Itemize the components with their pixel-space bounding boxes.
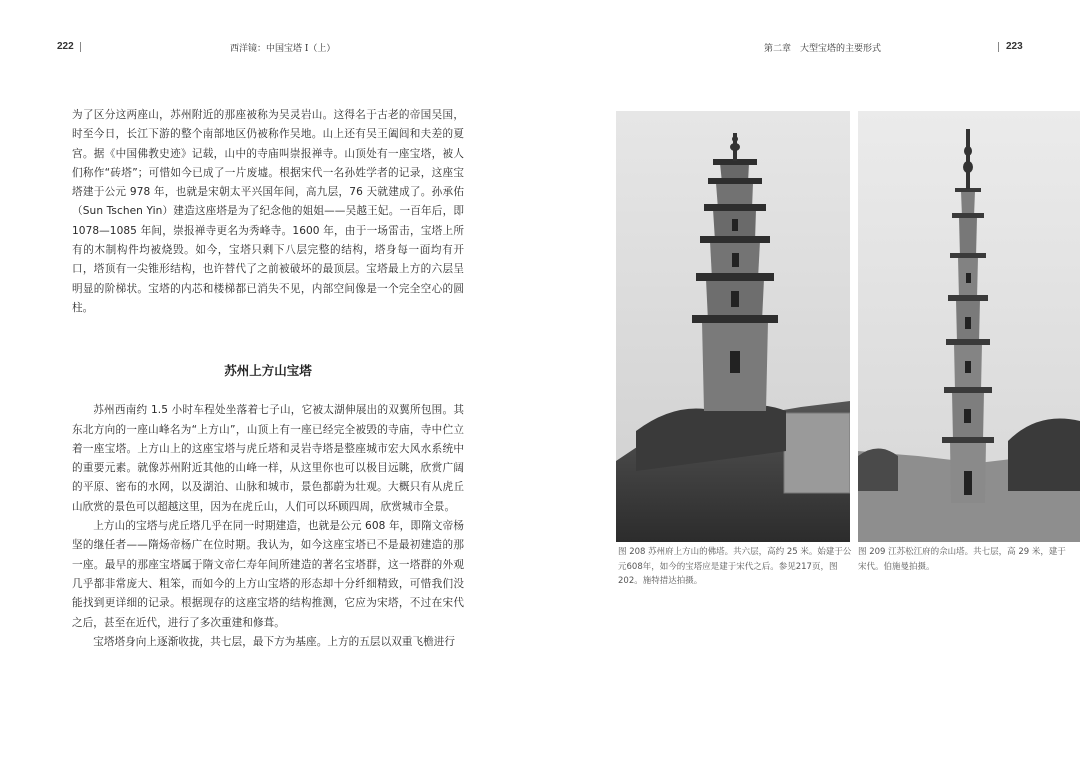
paragraph-2: 苏州西南约 1.5 小时车程处坐落着七子山，它被太湖伸展出的双翼所包围。其东北方向的一座山峰名为“上方山”，山顶上有一座已经完全被毁的寺庙，寺中伫立着一座宝塔。上方山上的这座宝塔与虎丘塔和灵岩寺塔是整座城市宏大风水系统中的重要元素。就像苏州附近其他的山峰一样，从这里你也可以极目远眺，欣赏广阔的平原、密布的水网，以及湖泊、山脉和城市，景色都蔚为壮观。大概只有从虎丘山欣赏的景色可以超越这里，因为在虎丘山，人们可以环顾四周，欣赏城市全景。	[72, 404, 464, 513]
pagoda-photo-2-illustration	[858, 111, 1080, 542]
paragraph-1: 为了区分这两座山，苏州附近的那座被称为吴灵岩山。这得名于古老的帝国吴国，时至今日，长江下游的整个南部地区仍被称作吴地。山上还有吴王阖闾和夫差的夏宫。据《中国佛教史迹》记载，山中的寺庙叫崇报禅寺。山顶处有一座宝塔，被人们称作“砖塔”；可惜如今已成了一片废墟。根据宋代一名孙姓学者的记录，这座宝塔建于公元 978 年，也就是宋朝太平兴国年间，高九层，76 天就建成了。孙承佑（Sun Tschen Yin）建造这座塔是为了纪念他的姐姐——吴越王妃。一百年后，即 1078—1085 年间，崇报禅寺更名为秀峰寺。1600 年，由于一场雷击，宝塔上所有的木制构件均被烧毁。如今，宝塔只剩下八层完整的结构，塔身每一面均有开口，塔顶有一尖锥形结构，也许替代了之前被破坏的最顶层。宝塔最上方的六层呈明显的阶梯状。宝塔的内芯和楼梯都已消失不见，内部空间像是一个完全空心的圆柱。	[72, 109, 464, 314]
header-divider-right	[998, 42, 999, 52]
right-running-title: 第二章 大型宝塔的主要形式	[764, 44, 882, 54]
figure-208-caption: 图 208 苏州府上方山的佛塔。共六层，高约 25 米。始建于公元608年，如今的宝塔应是建于宋代之后。参见217页，图 202。施特措达拍摄。	[618, 547, 852, 586]
section-title: 苏州上方山宝塔	[224, 363, 312, 379]
photo-shangfangshan-pagoda	[616, 111, 850, 542]
photo-sheshan-pagoda	[858, 111, 1080, 542]
header-divider-left	[80, 42, 81, 52]
body-text	[72, 106, 464, 652]
left-page-number: 222	[57, 41, 74, 52]
left-running-title: 西洋镜：中国宝塔 I（上）	[230, 44, 336, 54]
paragraph-4: 宝塔塔身向上逐渐收拢，共七层，最下方为基座。上方的五层以双重飞檐进行	[93, 635, 456, 648]
figure-209-caption: 图 209 江苏松江府的佘山塔。共七层，高 29 米，建于宋代。伯施曼拍摄。	[858, 547, 1066, 572]
right-page-number: 223	[1006, 41, 1023, 52]
paragraph-3: 上方山的宝塔与虎丘塔几乎在同一时期建造，也就是公元 608 年，即隋文帝杨坚的继任者——隋炀帝杨广在位时期。我认为，如今这座宝塔已不是最初建造的那一座。最早的那座宝塔属于隋文帝仁寿年间所建造的著名宝塔群，这一塔群的外观几乎都非常庞大、粗笨，而如今的上方山宝塔的形态却十分纤细精致，可惜我们没能找到更详细的记录。根据现存的这座宝塔的结构推测，它应为宋塔，不过在宋代之后，甚至在近代，进行了多次重建和修葺。	[72, 520, 464, 629]
pagoda-photo-1-illustration	[616, 111, 850, 542]
